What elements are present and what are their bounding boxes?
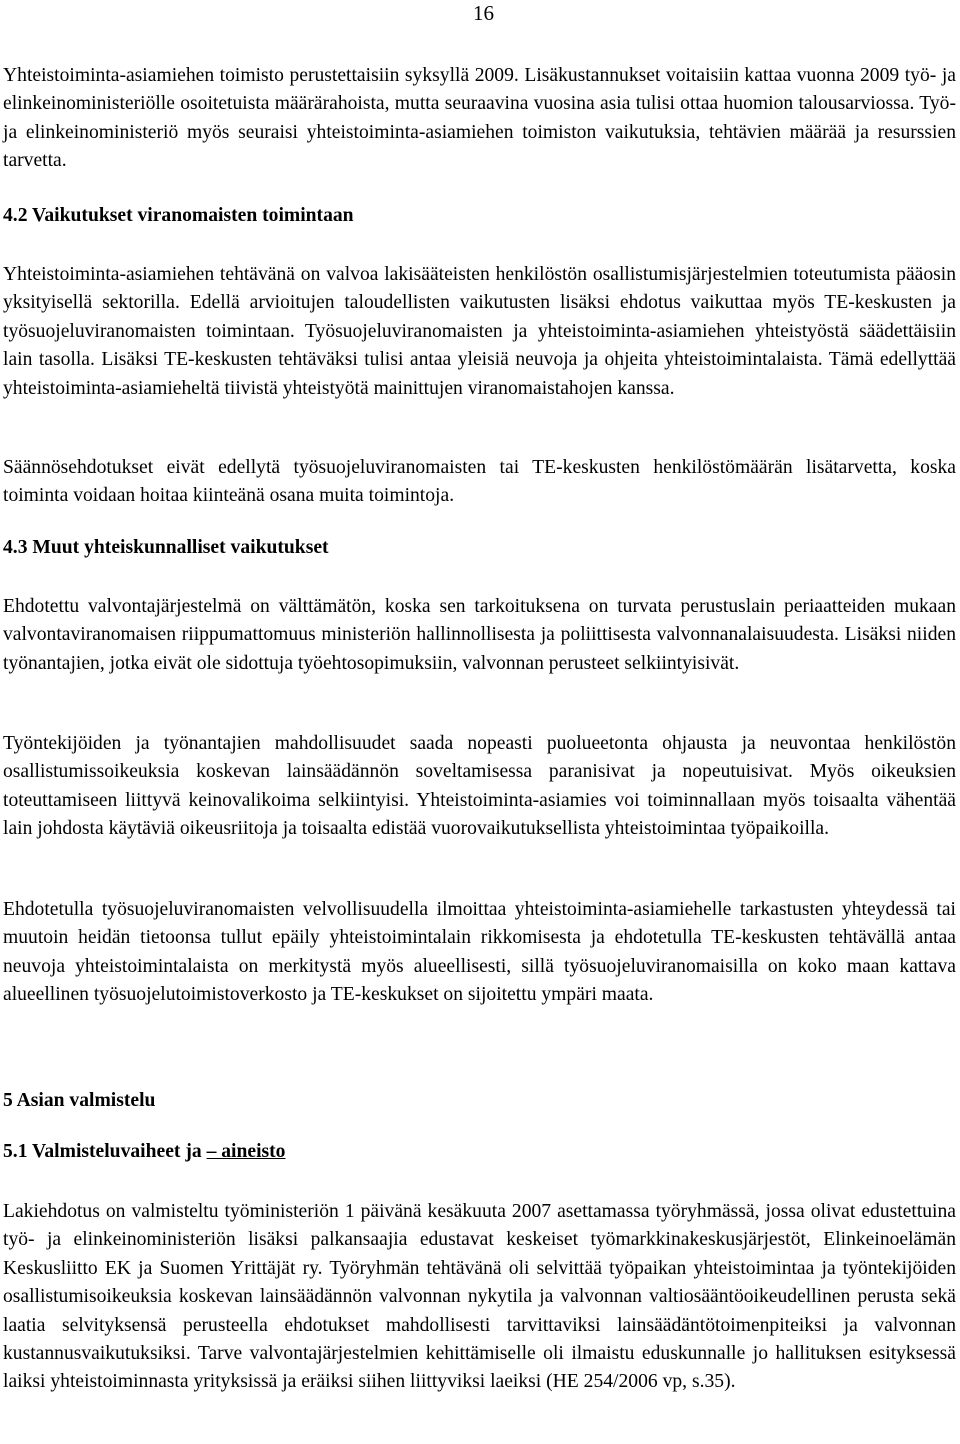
heading-5-1-text: 5.1 Valmisteluvaiheet ja [3, 1141, 207, 1162]
paragraph-employee-employer: Työntekijöiden ja työnantajien mahdollisuudet saada nopeasti puolueetonta ohjausta ja neuvontaa henkilöstön osallistumissoikeuksia koskevan lainsäädännön soveltamisessa paranisivat ja nopeutuisivat. Myös oikeuksien toteuttamiseen liittyvä keinovalikoima selkiintyisi. Yhteistoiminta-asiamies voi toiminnallaan myös toisaalta vähentää lain johdosta käytäviä oikeusriitoja ja toisaalta edistää vuorovaikutuksellista yhteistoimintaa työpaikoilla. [3, 733, 956, 840]
paragraph-funding: Yhteistoiminta-asiamiehen toimisto perustettaisiin syksyllä 2009. Lisäkustannukset voitaisiin kattaa vuonna 2009 työ- ja elinkeinoministeriölle osoitetuista määrärahoista, mutta seuraavina vuosina asia tulisi ottaa huomion talousarviossa. Työ- ja elinkeinoministeriö myös seuraisi yhteistoiminta-asiamiehen toimiston vaikutuksia, tehtävien määrää ja resurssien tarvetta. [3, 65, 956, 172]
paragraph-obligations: Ehdotetulla työsuojeluviranomaisten velvollisuudella ilmoittaa yhteistoiminta-asiamiehelle tarkastusten yhteydessä tai muutoin heidän tietoonsa tullut epäily yhteistoimintalain rikkomisesta ja ehdotetulla TE-keskusten tehtävällä antaa neuvoja yhteistoimintalaista on merkitystä myös alueellisesti, sillä työsuojeluviranomaisilla on koko maan kattava alueellinen työsuojelutoimistoverkosto ja TE-keskukset on sijoitettu ympäri maata. [3, 899, 956, 1006]
heading-5-1 [3, 1138, 956, 1166]
heading-5-1-underlined: – aineisto [206, 1141, 286, 1162]
paragraph-authority-effects: Yhteistoiminta-asiamiehen tehtävänä on valvoa lakisääteisten henkilöstön osallistumisjärjestelmien toteutumista pääosin yksityisellä sektorilla. Edellä arvioitujen taloudellisten vaikutusten lisäksi ehdotus vaikuttaa myös TE-keskusten ja työsuojeluviranomaisten toimintaan. Työsuojeluviranomaisten ja yhteistoiminta-asiamiehen yhteistyöstä säädettäisiin lain tasolla. Lisäksi TE-keskusten tehtäväksi tulisi antaa yleisiä neuvoja ja ohjeita yhteistoimintalaista. Tämä edellyttää yhteistoiminta-asiamieheltä tiivistä yhteistyötä mainittujen viranomaistahojen kanssa. [3, 264, 956, 399]
heading-4-3: 4.3 Muut yhteiskunnalliset vaikutukset [3, 537, 329, 558]
heading-5: 5 Asian valmistelu [3, 1090, 156, 1111]
paragraph-supervision-system: Ehdotettu valvontajärjestelmä on välttämätön, koska sen tarkoituksena on turvata perustuslain periaatteiden mukaan valvontaviranomaisen riippumattomuus ministeriön hallinnollisesta ja poliittisesta valvonnanalaisuudesta. Lisäksi niiden työnantajien, jotka eivät ole sidottuja työehtosopimuksiin, valvonnan perusteet selkiintyisivät. [3, 596, 956, 674]
page-number: 16 [473, 1, 494, 25]
paragraph-staffing: Säännösehdotukset eivät edellytä työsuojeluviranomaisten tai TE-keskusten henkilöstömäärän lisätarvetta, koska toiminta voidaan hoitaa kiinteänä osana muita toimintoja. [3, 457, 956, 507]
heading-4-2: 4.2 Vaikutukset viranomaisten toimintaan [3, 205, 354, 226]
paragraph-preparation: Lakiehdotus on valmisteltu työministeriön 1 päivänä kesäkuuta 2007 asettamassa työryhmässä, jossa olivat edustettuina työ- ja elinkeinoministeriön lisäksi palkansaajia edustavat keskeiset työmarkkinakeskusjärjestöt, Elinkeinoelämän Keskusliitto EK ja Suomen Yrittäjät ry. Työryhmän tehtävänä oli selvittää työpaikan yhteistoimintaa ja työntekijöiden osallistumisoikeuksia koskevan lainsäädännön valvonnan nykytila ja valvonnan valtiosääntöoikeudellinen perusta sekä laatia selvityksensä perusteella ehdotukset mahdollisesti tarvittaviksi lainsäädäntötoimenpiteiksi ja valvonnan kustannusvaikutuksiksi. Tarve valvontajärjestelmien kehittämiselle oli ilmaistu eduskunnalle jo hallituksen esityksessä laiksi yhteistoiminnasta yrityksissä ja eräiksi siihen liittyviksi laeiksi (HE 254/2006 vp, s.35). [3, 1201, 956, 1393]
